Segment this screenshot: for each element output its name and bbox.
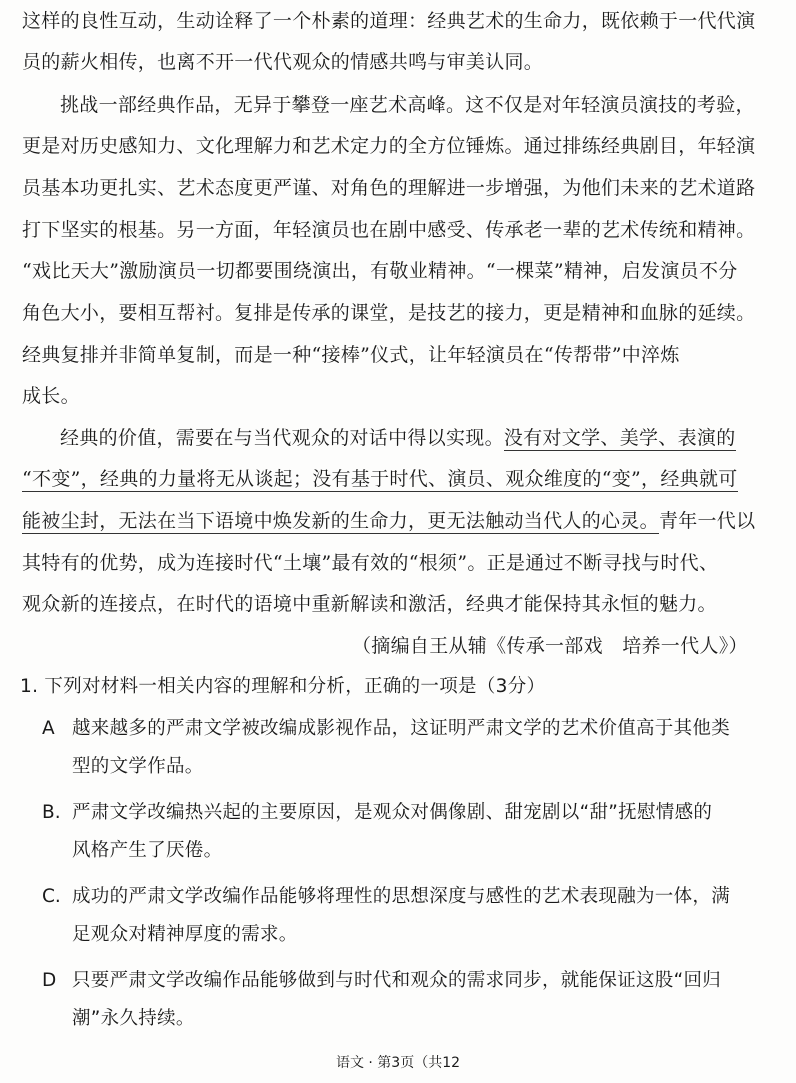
passage-line: 员的薪火相传，也离不开一代代观众的情感共鸣与审美认同。 [22, 51, 544, 73]
q1-option-d-text: 只要严肃文学改编作品能够做到与时代和观众的需求同步，就能保证这股“回归 [72, 970, 722, 991]
passage-line: 角色大小，要相互帮衬。复排是传承的课堂，是技艺的接力，更是精神和血脉的延续。 [22, 302, 756, 324]
passage-text: 青年一代以 [658, 510, 756, 532]
passage-line: 这样的良性互动，生动诠释了一个朴素的道理：经典艺术的生命力，既依赖于一代代演 [22, 10, 756, 32]
q1-option-d-text: 潮”永久持续。 [72, 1008, 195, 1029]
passage-text: 经典的价值，需要在与当代观众的对话中得以实现。 [60, 427, 504, 449]
q1-option-a-text: 型的文学作品。 [72, 756, 204, 777]
source-citation: （摘编自王从辅《传承一部戏 培养一代人》） [352, 635, 748, 657]
underlined-text: 能被尘封，无法在当下语境中焕发新的生命力，更无法触动当代人的心灵。 [22, 510, 659, 532]
q1-option-c-text: 足观众对精神厚度的需求。 [72, 924, 298, 945]
passage-line [60, 423, 736, 453]
q1-option-d-label: D [42, 970, 57, 991]
q1-option-c-text: 成功的严肃文学改编作品能够将理性的思想深度与感性的艺术表现融为一体，满 [72, 886, 731, 907]
underlined-text: 没有对文学、美学、表演的 [503, 427, 736, 449]
q1-option-c-label: C. [42, 886, 61, 907]
passage-line: 观众新的连接点，在时代的语境中重新解读和激活，经典才能保持其永恒的魅力。 [22, 593, 717, 615]
passage-line [22, 464, 738, 494]
q1-option-b-label: B. [42, 802, 61, 823]
passage-line [22, 506, 755, 536]
passage-line: 其特有的优势，成为连接时代“土壤”最有效的“根须”。正是通过不断寻找与时代、 [22, 552, 719, 574]
passage-line: 员基本功更扎实、艺术态度更严谨、对角色的理解进一步增强，为他们未来的艺术道路 [22, 177, 756, 199]
passage-line: “戏比天大”激励演员一切都要围绕演出，有敬业精神。“一棵菜”精神，启发演员不分 [22, 260, 738, 282]
underlined-text: “不变”，经典的力量将无从谈起；没有基于时代、演员、观众维度的“变”，经典就可 [22, 468, 738, 490]
q1-option-a-label: A [42, 718, 55, 739]
question-1-stem: 1. 下列对材料一相关内容的理解和分析，正确的一项是（3分） [20, 676, 546, 697]
page-footer: 语文 · 第3页（共12 [335, 1055, 461, 1071]
q1-option-b-text: 严肃文学改编热兴起的主要原因，是观众对偶像剧、甜宠剧以“甜”抚慰情感的 [72, 802, 713, 823]
q1-option-b-text: 风格产生了厌倦。 [72, 840, 223, 861]
q1-option-a-text: 越来越多的严肃文学被改编成影视作品，这证明严肃文学的艺术价值高于其他类 [72, 718, 731, 739]
passage-line: 成长。 [22, 385, 80, 407]
passage-line: 经典复排并非简单复制，而是一种“接棒”仪式，让年轻演员在“传帮带”中淬炼 [22, 344, 680, 366]
passage-line: 打下坚实的根基。另一方面，年轻演员也在剧中感受、传承老一辈的艺术传统和精神。 [22, 219, 756, 241]
passage-line: 挑战一部经典作品，无异于攀登一座艺术高峰。这不仅是对年轻演员演技的考验， [60, 94, 755, 116]
passage-line: 更是对历史感知力、文化理解力和艺术定力的全方位锤炼。通过排练经典剧目，年轻演 [22, 135, 756, 157]
